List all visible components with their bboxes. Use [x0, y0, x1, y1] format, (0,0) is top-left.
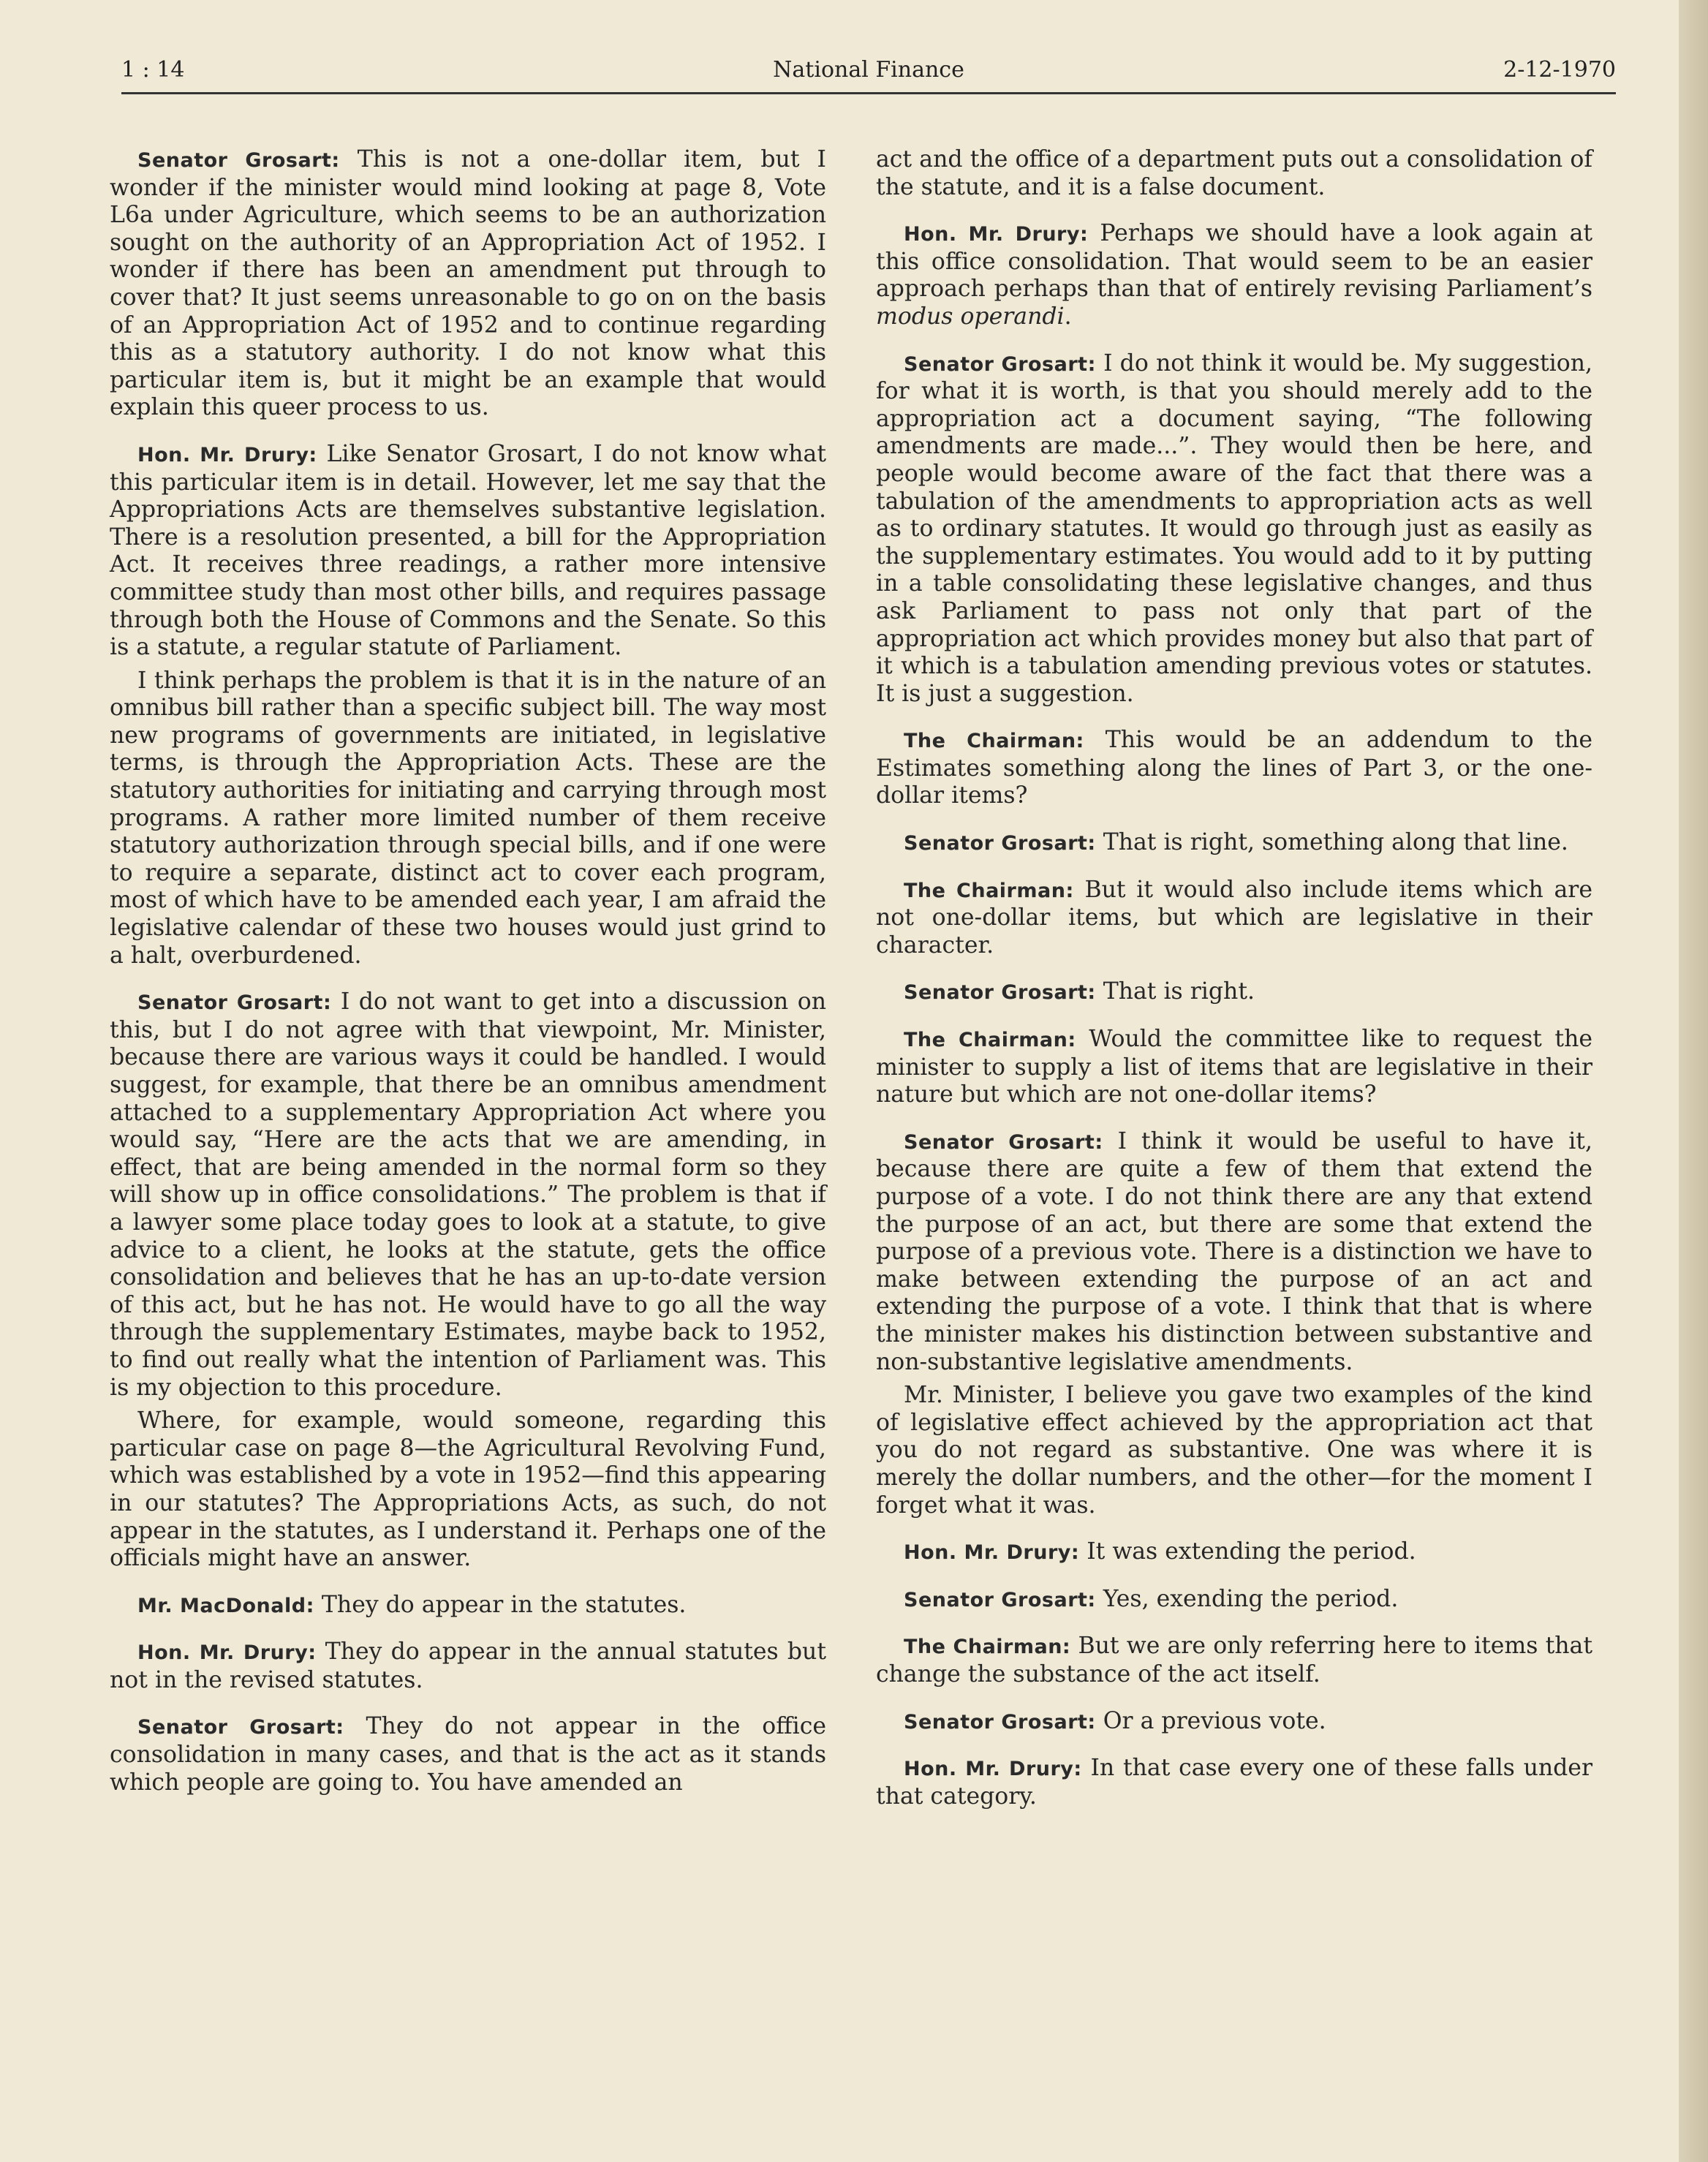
paragraph [110, 989, 826, 1402]
speaker-name: Hon. Mr. Drury: [904, 223, 1089, 246]
speaker-name: Senator Grosart: [137, 149, 340, 172]
paragraph [110, 1713, 826, 1796]
paragraph [110, 668, 826, 970]
speaker-name: Senator Grosart: [904, 981, 1096, 1005]
paragraph [110, 1638, 826, 1694]
speaker-name: The Chairman: [904, 1029, 1076, 1052]
speech-text: Where, for example, would someone, regarding this particular case on page 8—the Agricultural Revolving Fund, which was established by a vote in 1952—find this appearing in our statutes? The Appropriations Acts, as such, do not appear in the statutes, as I understand it. Perhaps one of the officials might have an answer. [110, 1407, 826, 1572]
paragraph [876, 1708, 1592, 1736]
speech-text: They do not appear in the office consolidation in many cases, and that is the act as it stands which people are going to. You have amended an [110, 1713, 827, 1796]
speech-text: Mr. Minister, I believe you gave two examples of the kind of legislative effect achieved by the appropriation act that you do not regard as substantive. One was where it is merely the dollar numbers, and the other—for the moment I forget what it was. [876, 1382, 1592, 1519]
speaker-name: Hon. Mr. Drury: [137, 1641, 317, 1665]
speech-text: This is not a one-dollar item, but I wonder if the minister would mind looking at page 8, Vote L6a under Agriculture, which seems to be an authorization sought on the authority of an Appropriation Act of 1952. I wonder if there has been an amendment put through to cover that? It just seems unreasonable to go on on the basis of an Appropriation Act of 1952 and to continue regarding this as a statutory authority. I do not know what this particular item is, but it might be an example that would explain this queer process to us. [110, 146, 826, 421]
paragraph [876, 1026, 1592, 1109]
paragraph [876, 829, 1592, 858]
paragraph [876, 877, 1592, 960]
speech-text: This would be an addendum to the Estimates something along the lines of Part 3, or the one-dollar items? [876, 727, 1593, 809]
paragraph [876, 1128, 1592, 1376]
page-number: 1 : 14 [121, 57, 185, 83]
paragraph [876, 350, 1592, 708]
speaker-name: Senator Grosart: [904, 1130, 1103, 1154]
speech-text: Yes, exending the period. [1103, 1585, 1399, 1612]
speech-text: I do not want to get into a discussion on this, but I do not agree with that viewpoint, Mr. Minister, because there are various ways it could be handled. I would suggest, for example, that there be an omnibus amendment attached to a supplementary Appropriation Act where you would say, “Here are the acts that we are amending, in effect, that are being amended in the normal form so they will show up in office consolidations.” The problem is that if a lawyer some place today goes to look at a statute, to give advice to a client, he looks at the statute, gets the office consolidation and believes that he has an up-to-date version of this act, but he has not. He would have to go all the way through the supplementary Estimates, maybe back to 1952, to find out really what the intention of Parliament was. This is my objection to this procedure. [110, 989, 827, 1401]
speaker-name: Senator Grosart: [904, 352, 1096, 376]
speaker-name: Senator Grosart: [137, 991, 332, 1015]
paragraph [876, 146, 1592, 201]
speech-text: It was extending the period. [1087, 1538, 1416, 1565]
speaker-name: Hon. Mr. Drury: [137, 443, 317, 466]
speech-text: Perhaps we should have a look again at this office consolidation. That would seem to be an easier approach perhaps than that of entirely revising Parliament’s [876, 220, 1593, 303]
speech-text: I do not think it would be. My suggestion, for what it is worth, is that you should merely add to the appropriation act a document saying, “The following amendments are made...”. They would then be here, and people would become aware of the fact that there was a tabulation of the amendments to appropriation acts as well as to ordinary statutes. It would go through just as easily as the supplementary estimates. You would add to it by putting in a table consolidating these legislative changes, and thus ask Parliament to pass not only that part of the appropriation act which provides money but also that part of it which is a tabulation amending previous votes or statutes. It is just a suggestion. [876, 349, 1592, 707]
speech-text: Like Senator Grosart, I do not know what this particular item is in detail. However, let me say that the Appropriations Acts are themselves substantive legislation. There is a resolution presented, a bill for the Appropriation Act. It receives three readings, a rather more intensive committee study than most other bills, and requires passage through both the House of Commons and the Senate. So this is a statute, a regular statute of Parliament. [110, 440, 826, 661]
page-edge [1679, 0, 1708, 2162]
speech-text: In that case every one of these falls under that category. [876, 1755, 1593, 1810]
paragraph [876, 1586, 1592, 1614]
header-rule [121, 92, 1616, 94]
speech-text: That is right. [1103, 978, 1255, 1005]
paragraph [876, 978, 1592, 1007]
italic-phrase: modus operandi [876, 303, 1065, 330]
speech-text: I think it would be useful to have it, because there are quite a few of them that extend the purpose of a vote. I do not think there are any that extend the purpose of an act, but there are some that extend the purpose of a previous vote. There is a distinction we have to make between extending the purpose of an act and extending the purpose of a vote. I think that that is where the minister makes his distinction between substantive and non-substantive legislative amendments. [876, 1127, 1592, 1375]
speaker-name: Senator Grosart: [904, 1710, 1096, 1734]
speech-text: That is right, something along that line. [1103, 829, 1568, 856]
paragraph [876, 1633, 1592, 1688]
right-column [876, 146, 1592, 1829]
speech-text: act and the office of a department puts out a consolidation of the statute, and it is a false document. [876, 146, 1592, 200]
page-date: 2-12-1970 [1503, 57, 1616, 83]
speaker-name: Senator Grosart: [137, 1716, 344, 1739]
speaker-name: Hon. Mr. Drury: [904, 1758, 1082, 1781]
paragraph [110, 1592, 826, 1620]
speech-text: They do appear in the annual statutes but not in the revised statutes. [110, 1638, 826, 1693]
page-header [121, 57, 1616, 89]
speech-text-end: . [1064, 303, 1072, 330]
speech-text: They do appear in the statutes. [321, 1591, 687, 1618]
speech-text: But it would also include items which are not one-dollar items, but which are legislative in their character. [876, 876, 1592, 959]
paragraph [876, 727, 1592, 810]
speech-text: But we are only referring here to items that change the substance of the act itself. [876, 1633, 1592, 1687]
speech-text: Or a previous vote. [1103, 1707, 1326, 1734]
paragraph [110, 1407, 826, 1573]
speaker-name: Senator Grosart: [904, 1588, 1096, 1611]
speaker-name: The Chairman: [904, 730, 1084, 753]
paragraph [110, 441, 826, 662]
paragraph [876, 1538, 1592, 1567]
speaker-name: The Chairman: [904, 1636, 1071, 1659]
speaker-name: Senator Grosart: [904, 832, 1096, 855]
speech-text: Would the committee like to request the minister to supply a list of items that are legislative in their nature but which are not one-dollar items? [876, 1026, 1592, 1108]
speaker-name: Mr. MacDonald: [137, 1594, 314, 1617]
paragraph [110, 146, 826, 422]
speaker-name: The Chairman: [904, 879, 1074, 902]
left-column [110, 146, 826, 1815]
paragraph [876, 1755, 1592, 1810]
speech-text: I think perhaps the problem is that it is in the nature of an omnibus bill rather than a specific subject bill. The way most new programs of governments are initiated, in legislative terms, is through the Appropriation Acts. These are the statutory authorities for initiating and carrying through most programs. A rather more limited number of them receive statutory authorization through special bills, and if one were to require a separate, distinct act to cover each program, most of which have to be amended each year, I am afraid the legislative calendar of these two houses would just grind to a halt, overburdened. [110, 667, 826, 969]
speaker-name: Hon. Mr. Drury: [904, 1541, 1080, 1565]
page-title: National Finance [773, 57, 964, 83]
paragraph [876, 1382, 1592, 1519]
paragraph [876, 220, 1592, 330]
